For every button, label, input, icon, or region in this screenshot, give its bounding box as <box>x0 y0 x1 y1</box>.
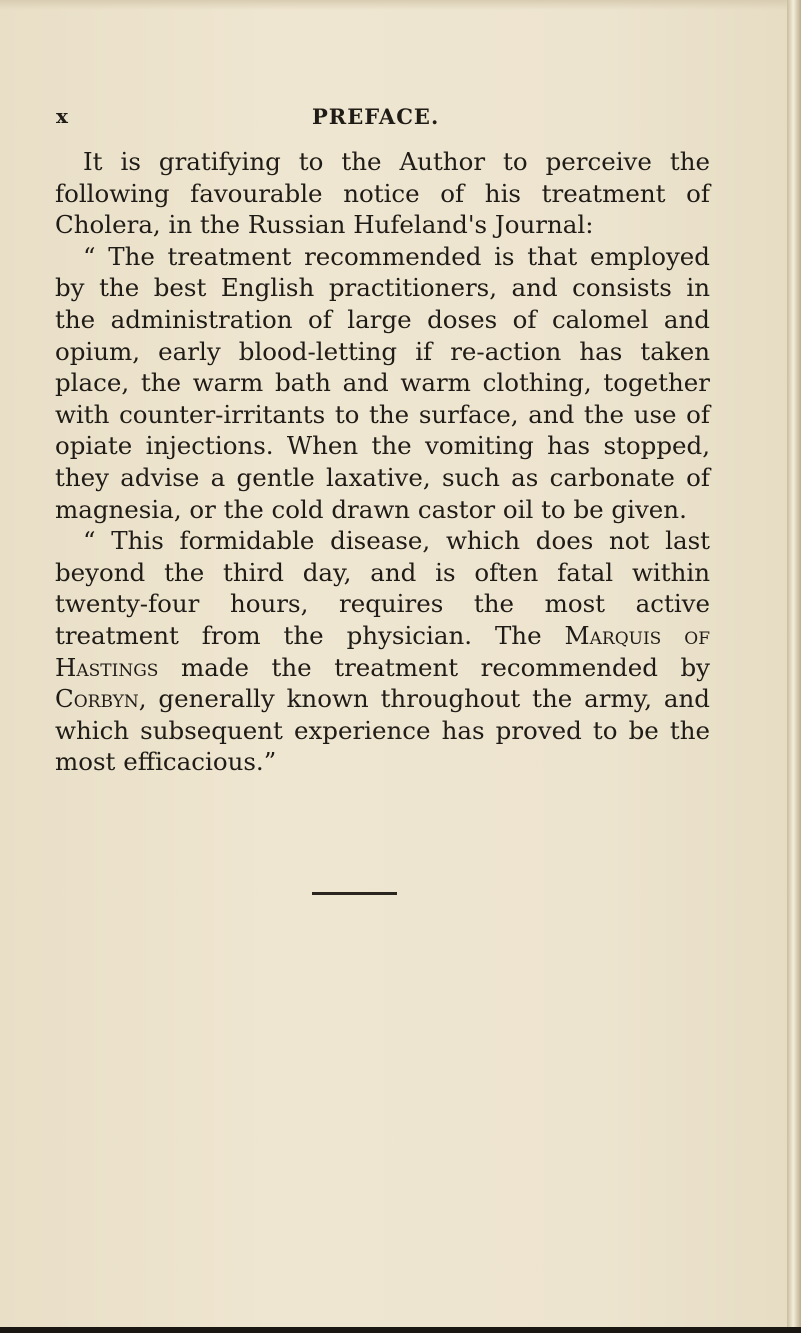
page-number: x <box>56 104 68 128</box>
marquis-name: Marquis of Hastings <box>55 620 710 682</box>
paragraph-quote-treatment: “ The treatment recommended is that employed by the best English practitioners, and consists in the administration of large doses of calomel and opium, early blood-letting if re-action has taken place, the warm bath and warm clothing, together with counter-irritants to the surface, and the use of opiate injections. When the vomiting has stopped, they advise a gentle laxative, such as carbonate of magnesia, or the cold drawn castor oil to be given. <box>55 241 710 524</box>
page-bottom-edge <box>0 1327 801 1333</box>
section-rule <box>312 892 397 895</box>
quote-text-after: , generally known throughout the army, and which subsequent experience has proved to be the most efficacious.” <box>55 684 710 777</box>
body-text <box>55 146 710 778</box>
paragraph-quote-disease <box>55 525 710 778</box>
page-right-edge <box>787 0 801 1333</box>
quote-text-before: “ This formidable disease, which does not last beyond the third day, and is often fatal within twenty-four hours, requires the most active treatment from the physician. The <box>55 526 710 650</box>
quote-text-middle: made the treatment recommended by <box>158 652 710 682</box>
corbyn-name: Corbyn <box>55 684 139 714</box>
running-head-title: PREFACE. <box>312 104 440 129</box>
paragraph-intro: It is gratifying to the Author to perceive the following favourable notice of his treatment of Cholera, in the Russian Hufeland's Journal: <box>55 147 710 240</box>
running-head <box>56 104 716 138</box>
page-top-edge <box>0 0 801 10</box>
